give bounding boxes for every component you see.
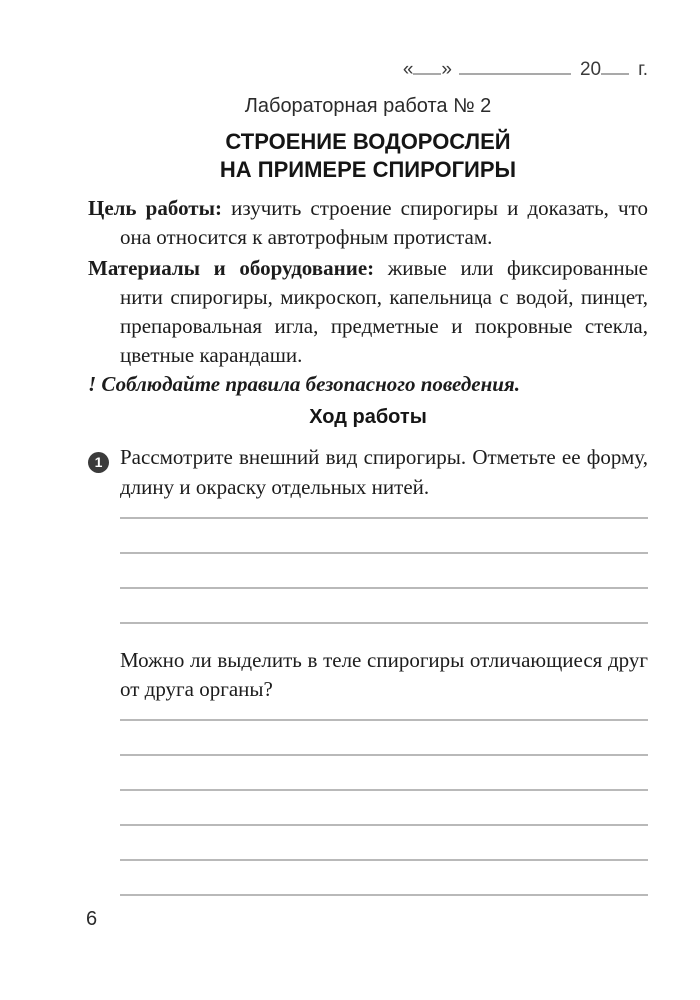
- answer-line: [120, 519, 648, 554]
- date-day-blank: [413, 58, 441, 75]
- answer-line: [120, 826, 648, 861]
- goal-label: Цель работы:: [88, 196, 223, 220]
- date-year-blank: [601, 58, 629, 75]
- lab-work-title: Лабораторная работа № 2: [244, 95, 492, 117]
- date-close-quote: »: [441, 59, 452, 80]
- date-century: 20: [579, 59, 602, 80]
- safety-warning: ! Соблюдайте правила безопасного поведения.: [88, 372, 520, 396]
- followup-question: Можно ли выделить в теле спирогиры отличающиеся друг от друга органы?: [120, 648, 648, 701]
- materials-text: живые или фиксированные нити спирогиры, микроскоп, капельница с водой, пинцет, препаровальная игла, предметные и покровные стекла, цветные карандаши.: [120, 256, 649, 367]
- lab-heading: [88, 128, 648, 184]
- answer-line: [120, 721, 648, 756]
- answer-line: [120, 502, 648, 519]
- lab-heading-line1: СТРОЕНИЕ ВОДОРОСЛЕЙ: [225, 129, 511, 154]
- step-number-badge: 1: [88, 452, 109, 473]
- answer-line: [120, 791, 648, 826]
- page-number: 6: [86, 908, 98, 930]
- lab-heading-line2: НА ПРИМЕРЕ СПИРОГИРЫ: [219, 157, 517, 182]
- date-open-quote: «: [402, 59, 414, 80]
- materials-paragraph: [88, 254, 648, 370]
- answer-line: [120, 589, 648, 624]
- answer-lines-block-2: [120, 704, 648, 896]
- date-header: [88, 0, 648, 81]
- date-year-suffix: г.: [638, 59, 648, 80]
- answer-line: [120, 756, 648, 791]
- step-1: [88, 443, 648, 502]
- goal-paragraph: [88, 194, 648, 252]
- date-month-blank: [459, 58, 571, 75]
- step-text: Рассмотрите внешний вид спирогиры. Отметьте ее форму, длину и окраску отдельных нитей.: [120, 445, 648, 499]
- materials-label: Материалы и оборудование:: [88, 256, 375, 280]
- answer-line: [120, 861, 648, 896]
- answer-line: [120, 704, 648, 721]
- answer-line: [120, 554, 648, 589]
- section-heading: Ход работы: [309, 406, 427, 428]
- answer-lines-block-1: [120, 502, 648, 624]
- goal-text: изучить строение спирогиры и доказать, что она относится к автотрофным протистам.: [120, 196, 649, 249]
